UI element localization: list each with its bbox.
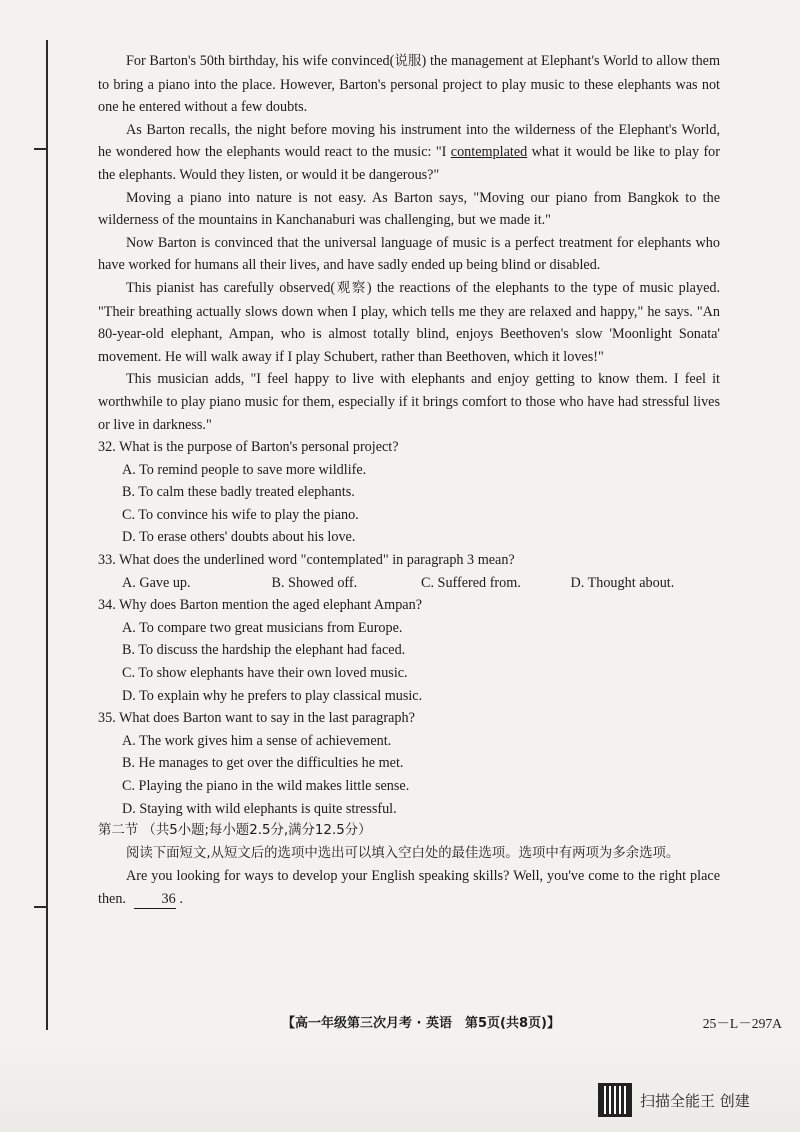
- paragraph-5: This pianist has carefully observed(观察) the reactions of the elephants to the type of music played. "Their breathing actually slows down when I play, which tells me they are relaxed and happy," he says. "An 80-year-old elephant, Ampan, who is almost totally blind, enjoys Beethoven's slow 'Moonlight Sonata' movement. He will walk away if I play Schubert, rather than Beethoven, which it loves!": [98, 279, 721, 365]
- option: C. Suffered from.: [421, 574, 521, 591]
- binding-margin-line: [46, 40, 48, 1030]
- option: B. To calm these badly treated elephants.: [122, 484, 355, 501]
- question-32: 32. What is the purpose of Barton's personal project?: [98, 439, 399, 456]
- paragraph-6: This musician adds, "I feel happy to live with elephants and enjoy getting to know them. I feel it worthwhile to play piano music for them, especially if it brings comfort to those who have had stressful lives or live in darkness.": [98, 371, 720, 433]
- option: A. To compare two great musicians from Europe.: [122, 619, 403, 636]
- paragraph-4: Now Barton is convinced that the universal language of music is a perfect treatment for elephants who have worked for humans all their lives, and have sadly ended up being blind or disabled.: [98, 234, 720, 274]
- scanner-watermark: [598, 1083, 750, 1117]
- option: C. To convince his wife to play the piano.: [122, 506, 359, 523]
- option: B. To discuss the hardship the elephant had faced.: [122, 642, 406, 659]
- document-body: [98, 50, 720, 911]
- paragraph-2: As Barton recalls, the night before moving his instrument into the wilderness of the Elephant's World, he wondered how the elephants would react to the music: "I contemplated what it would be like to play for the elephants. Would they listen, or would it be dangerous?": [98, 121, 720, 183]
- option: A. Gave up.: [122, 574, 191, 591]
- options-row: [122, 572, 720, 595]
- option: D. Staying with wild elephants is quite stressful.: [122, 800, 397, 817]
- option: D. To explain why he prefers to play classical music.: [122, 687, 423, 704]
- watermark-text: 扫描全能王 创建: [640, 1091, 750, 1110]
- section-heading: 第二节 （共5小题;每小题2.5分,满分12.5分）: [98, 823, 372, 839]
- section-instruction: 阅读下面短文,从短文后的选项中选出可以填入空白处的最佳选项。选项中有两项为多余选项。: [126, 845, 680, 861]
- footer-title: 【高一年级第三次月考 · 英语 第5页(共8页)】: [282, 1016, 560, 1031]
- blank-36: 36: [134, 890, 176, 909]
- option: C. Playing the piano in the wild makes little sense.: [122, 778, 410, 794]
- qr-code-icon: [598, 1083, 632, 1117]
- option: A. The work gives him a sense of achievement.: [122, 732, 392, 749]
- margin-tick: [34, 906, 48, 908]
- option: C. To show elephants have their own loved music.: [122, 665, 408, 682]
- underlined-word: contemplated: [450, 144, 528, 161]
- paragraph-3: Moving a piano into nature is not easy. As Barton says, "Moving our piano from Bangkok to the wilderness of the mountains in Kanchanaburi was challenging, but we made it.": [98, 189, 720, 229]
- option: B. Showed off.: [271, 574, 358, 591]
- page-footer: [282, 1012, 782, 1032]
- question-33: 33. What does the underlined word "contemplated" in paragraph 3 mean?: [98, 552, 515, 569]
- option: D. Thought about.: [570, 574, 675, 591]
- passage-intro: Are you looking for ways to develop your English speaking skills? Well, you've come to the right place then. 36 .: [98, 868, 720, 907]
- margin-tick: [34, 148, 48, 150]
- option: B. He manages to get over the difficulties he met.: [122, 755, 404, 772]
- option: A. To remind people to save more wildlife.: [122, 461, 367, 478]
- footer-code: 25－L－297A: [702, 1016, 782, 1031]
- question-35: 35. What does Barton want to say in the last paragraph?: [98, 710, 415, 727]
- question-34: 34. Why does Barton mention the aged elephant Ampan?: [98, 597, 422, 614]
- paragraph-1: For Barton's 50th birthday, his wife convinced(说服) the management at Elephant's World to allow them to bring a piano into the place. However, Barton's personal project to play music to these elephants was not one he entered without a few doubts.: [98, 53, 720, 116]
- option: D. To erase others' doubts about his love.: [122, 529, 356, 546]
